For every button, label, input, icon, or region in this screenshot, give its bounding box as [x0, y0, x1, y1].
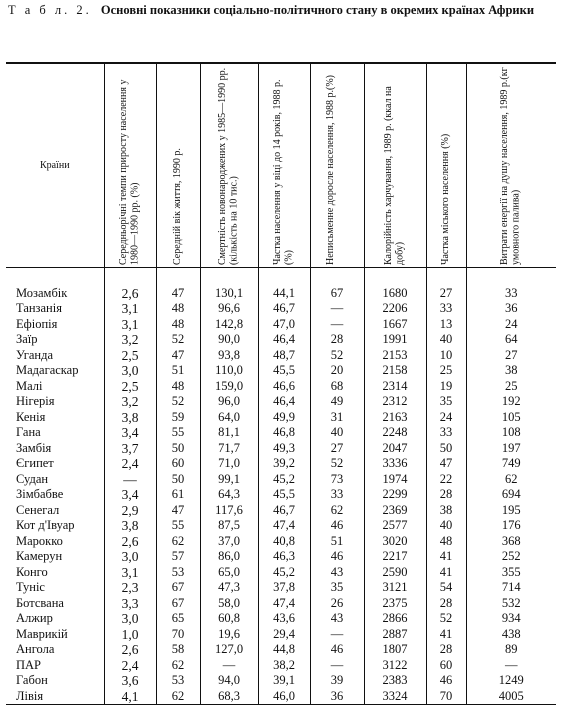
value-cell: 714 [466, 580, 556, 596]
value-cell: 2,6 [104, 267, 156, 301]
value-cell: 49,9 [258, 410, 310, 426]
value-cell: 28 [426, 596, 466, 612]
country-cell: Малі [16, 378, 43, 393]
value-cell: 47,4 [258, 518, 310, 534]
value-cell: 81,1 [200, 425, 258, 441]
value-cell: 1249 [466, 673, 556, 689]
value-cell: 47 [156, 267, 200, 301]
value-cell: — [104, 472, 156, 488]
value-cell: 24 [466, 317, 556, 333]
value-cell: 60 [426, 658, 466, 674]
table-row [6, 503, 556, 519]
value-cell: 67 [310, 267, 364, 301]
value-cell: 59 [156, 410, 200, 426]
value-cell: 62 [156, 658, 200, 674]
value-cell: 2,6 [104, 642, 156, 658]
value-cell: 61 [156, 487, 200, 503]
value-cell: 89 [466, 642, 556, 658]
table-row [6, 410, 556, 426]
country-cell: Ботсвана [16, 595, 64, 610]
value-cell: 27 [310, 441, 364, 457]
value-cell: 53 [156, 673, 200, 689]
value-cell: 67 [156, 596, 200, 612]
table-caption [8, 2, 556, 18]
value-cell: 3,4 [104, 425, 156, 441]
value-cell: 64,0 [200, 410, 258, 426]
country-cell: Єгипет [16, 456, 54, 470]
value-cell: 48,7 [258, 348, 310, 364]
country-cell: Мозамбік [16, 285, 68, 300]
table-row [6, 379, 556, 395]
table-row [6, 487, 556, 503]
value-cell: 37,8 [258, 580, 310, 596]
value-cell: — [310, 627, 364, 643]
value-cell: 142,8 [200, 317, 258, 333]
value-cell: 39,1 [258, 673, 310, 689]
table-row [6, 332, 556, 348]
value-cell: — [310, 317, 364, 333]
value-cell: 24 [426, 410, 466, 426]
value-cell: 38 [426, 503, 466, 519]
value-cell: 71,7 [200, 441, 258, 457]
value-cell: 2312 [364, 394, 426, 410]
value-cell: 3,1 [104, 301, 156, 317]
value-cell: 3,2 [104, 332, 156, 348]
value-cell: 48 [156, 301, 200, 317]
value-cell: 46 [310, 642, 364, 658]
value-cell: 25 [426, 363, 466, 379]
country-cell: Ефіопія [16, 316, 58, 331]
country-cell: Лівія [6, 689, 104, 705]
value-cell: 2248 [364, 425, 426, 441]
value-cell: 46 [310, 549, 364, 565]
value-cell: 46,4 [258, 332, 310, 348]
value-cell: 117,6 [200, 503, 258, 519]
value-cell: 47,4 [258, 596, 310, 612]
table-label: Т а б л. 2. [8, 3, 92, 17]
value-cell: 86,0 [200, 549, 258, 565]
value-cell: 38,2 [258, 658, 310, 674]
country-cell: Танзанія [16, 301, 62, 315]
value-cell: 2217 [364, 549, 426, 565]
value-cell: 52 [156, 394, 200, 410]
value-cell: 2299 [364, 487, 426, 503]
value-cell: 3,7 [104, 441, 156, 457]
value-cell: 46,0 [258, 689, 310, 705]
table-row [6, 317, 556, 333]
table-row [6, 658, 556, 674]
africa-indicators-table [6, 62, 556, 705]
value-cell: 70 [426, 689, 466, 705]
value-cell: 3324 [364, 689, 426, 705]
country-cell: Зімбабве [16, 487, 64, 501]
value-cell: 41 [426, 627, 466, 643]
value-cell: 159,0 [200, 379, 258, 395]
column-header: Середньорічні темпи приросту населення у 1980—1990 рр. (%) [104, 63, 156, 267]
value-cell: 176 [466, 518, 556, 534]
country-cell: Ангола [16, 642, 55, 656]
value-cell: 67 [156, 580, 200, 596]
value-cell: 438 [466, 627, 556, 643]
value-cell: 62 [156, 689, 200, 705]
column-header: Смертність новонароджених у 1985—1990 рр. (кількість на 10 тис.) [200, 63, 258, 267]
value-cell: 1680 [364, 267, 426, 301]
value-cell: 62 [156, 534, 200, 550]
value-cell: 28 [426, 487, 466, 503]
value-cell: 2158 [364, 363, 426, 379]
value-cell: 50 [156, 441, 200, 457]
value-cell: 22 [426, 472, 466, 488]
value-cell: 13 [426, 317, 466, 333]
value-cell: 45,2 [258, 565, 310, 581]
value-cell: 93,8 [200, 348, 258, 364]
value-cell: 3,6 [104, 673, 156, 689]
value-cell: 694 [466, 487, 556, 503]
value-cell: 41 [426, 565, 466, 581]
country-cell: Мадагаскар [16, 363, 79, 377]
value-cell: 3,8 [104, 410, 156, 426]
value-cell: 2590 [364, 565, 426, 581]
table-row [6, 363, 556, 379]
value-cell: 46,8 [258, 425, 310, 441]
value-cell: 94,0 [200, 673, 258, 689]
value-cell: 45,2 [258, 472, 310, 488]
value-cell: 2,4 [104, 456, 156, 472]
column-header: Країни [6, 63, 104, 267]
value-cell: 40 [310, 425, 364, 441]
value-cell: 40 [426, 332, 466, 348]
value-cell: 33 [466, 267, 556, 301]
value-cell: 27 [426, 267, 466, 301]
table-row [6, 394, 556, 410]
country-cell: Сенегал [16, 502, 60, 517]
value-cell: 47,3 [200, 580, 258, 596]
value-cell: 3,1 [104, 317, 156, 333]
country-cell: Заїр [16, 332, 38, 346]
value-cell: 46,6 [258, 379, 310, 395]
value-cell: — [310, 301, 364, 317]
value-cell: 20 [310, 363, 364, 379]
value-cell: 36 [310, 689, 364, 705]
value-cell: 3,3 [104, 596, 156, 612]
table-row [6, 472, 556, 488]
table-row [6, 425, 556, 441]
value-cell: 2047 [364, 441, 426, 457]
table-row [6, 441, 556, 457]
column-header: Частка міського населення (%) [426, 63, 466, 267]
value-cell: 37,0 [200, 534, 258, 550]
value-cell: 195 [466, 503, 556, 519]
country-cell: Замбія [16, 440, 52, 455]
value-cell: 192 [466, 394, 556, 410]
value-cell: — [466, 658, 556, 674]
column-header: Неписьменне доросле населення, 1988 р.(%) [310, 63, 364, 267]
value-cell: 46,7 [258, 301, 310, 317]
value-cell: 46,7 [258, 503, 310, 519]
value-cell: 51 [310, 534, 364, 550]
table-row [6, 611, 556, 627]
table-row [6, 596, 556, 612]
column-header: Витрати енергії на душу населення, 1989 р.(кг умовного палива) [466, 63, 556, 267]
value-cell: 749 [466, 456, 556, 472]
value-cell: — [200, 658, 258, 674]
value-cell: 41 [426, 549, 466, 565]
value-cell: 64 [466, 332, 556, 348]
value-cell: 62 [466, 472, 556, 488]
value-cell: 368 [466, 534, 556, 550]
value-cell: 36 [466, 301, 556, 317]
value-cell: 2866 [364, 611, 426, 627]
value-cell: 532 [466, 596, 556, 612]
table-row [6, 301, 556, 317]
value-cell: 57 [156, 549, 200, 565]
table-row [6, 534, 556, 550]
column-header: Середній вік життя, 1990 р. [156, 63, 200, 267]
value-cell: 2153 [364, 348, 426, 364]
value-cell: 2,3 [104, 580, 156, 596]
value-cell: 28 [426, 642, 466, 658]
value-cell: 33 [426, 301, 466, 317]
value-cell: 52 [310, 456, 364, 472]
value-cell: 55 [156, 518, 200, 534]
value-cell: 47 [156, 348, 200, 364]
value-cell: 64,3 [200, 487, 258, 503]
value-cell: 44,1 [258, 267, 310, 301]
value-cell: 1974 [364, 472, 426, 488]
value-cell: 47 [156, 503, 200, 519]
value-cell: 2577 [364, 518, 426, 534]
value-cell: 46,4 [258, 394, 310, 410]
value-cell: 62 [310, 503, 364, 519]
value-cell: 2375 [364, 596, 426, 612]
value-cell: 58 [156, 642, 200, 658]
value-cell: 39,2 [258, 456, 310, 472]
value-cell: 1,0 [104, 627, 156, 643]
value-cell: 110,0 [200, 363, 258, 379]
table-title: Основні показники соціально-політичного стану в окремих країнах Африки [100, 3, 535, 17]
value-cell: 2887 [364, 627, 426, 643]
value-cell: 19,6 [200, 627, 258, 643]
value-cell: 2369 [364, 503, 426, 519]
value-cell: 70 [156, 627, 200, 643]
value-cell: 1667 [364, 317, 426, 333]
value-cell: 105 [466, 410, 556, 426]
value-cell: 3121 [364, 580, 426, 596]
value-cell: 48 [156, 317, 200, 333]
value-cell: 33 [426, 425, 466, 441]
value-cell: 2,4 [104, 658, 156, 674]
value-cell: 127,0 [200, 642, 258, 658]
value-cell: 49,3 [258, 441, 310, 457]
value-cell: 4005 [466, 689, 556, 705]
table-row [6, 348, 556, 364]
value-cell: 2163 [364, 410, 426, 426]
value-cell: 934 [466, 611, 556, 627]
value-cell: 197 [466, 441, 556, 457]
country-cell: Конго [16, 564, 48, 579]
country-cell: Нігерія [16, 394, 55, 408]
value-cell: 50 [156, 472, 200, 488]
table-row [6, 627, 556, 643]
value-cell: 65 [156, 611, 200, 627]
value-cell: 71,0 [200, 456, 258, 472]
country-cell: Кот д'Івуар [16, 518, 75, 532]
value-cell: 60 [156, 456, 200, 472]
value-cell: 10 [426, 348, 466, 364]
value-cell: 35 [310, 580, 364, 596]
column-header: Частка населення у віці до 14 років, 1988 р.(%) [258, 63, 310, 267]
value-cell: 50 [426, 441, 466, 457]
value-cell: 27 [466, 348, 556, 364]
header-row [6, 63, 556, 267]
country-cell: Уганда [16, 347, 54, 362]
value-cell: 43,6 [258, 611, 310, 627]
value-cell: 3,0 [104, 549, 156, 565]
country-cell: Габон [16, 673, 48, 687]
value-cell: 87,5 [200, 518, 258, 534]
value-cell: 2,6 [104, 534, 156, 550]
value-cell: 40,8 [258, 534, 310, 550]
value-cell: 65,0 [200, 565, 258, 581]
table-row [6, 518, 556, 534]
value-cell: 58,0 [200, 596, 258, 612]
country-cell: Гана [16, 425, 41, 439]
value-cell: 46 [310, 518, 364, 534]
table-row [6, 642, 556, 658]
country-cell: Туніс [16, 580, 45, 594]
value-cell: 3,8 [104, 518, 156, 534]
column-header: Калорійність харчування, 1989 р. (ккал на добу) [364, 63, 426, 267]
value-cell: 25 [466, 379, 556, 395]
value-cell: 99,1 [200, 472, 258, 488]
value-cell: 96,6 [200, 301, 258, 317]
value-cell: 73 [310, 472, 364, 488]
value-cell: 2,5 [104, 348, 156, 364]
table-row [6, 673, 556, 689]
value-cell: 2383 [364, 673, 426, 689]
value-cell: 4,1 [104, 689, 156, 705]
value-cell: 45,5 [258, 363, 310, 379]
country-cell: Маврикій [16, 626, 68, 641]
value-cell: 29,4 [258, 627, 310, 643]
value-cell: 68 [310, 379, 364, 395]
value-cell: 54 [426, 580, 466, 596]
value-cell: 46,3 [258, 549, 310, 565]
value-cell: 43 [310, 565, 364, 581]
country-cell: ПАР [16, 657, 42, 672]
value-cell: 38 [466, 363, 556, 379]
value-cell: 43 [310, 611, 364, 627]
value-cell: 47 [426, 456, 466, 472]
country-cell: Судан [16, 471, 49, 486]
value-cell: 60,8 [200, 611, 258, 627]
value-cell: 252 [466, 549, 556, 565]
value-cell: 130,1 [200, 267, 258, 301]
value-cell: 31 [310, 410, 364, 426]
table-row [6, 565, 556, 581]
table-row [6, 549, 556, 565]
value-cell: 2314 [364, 379, 426, 395]
table-row [6, 456, 556, 472]
value-cell: 90,0 [200, 332, 258, 348]
value-cell: 3020 [364, 534, 426, 550]
country-cell: Алжир [16, 611, 53, 625]
value-cell: 355 [466, 565, 556, 581]
value-cell: 19 [426, 379, 466, 395]
value-cell: 3,1 [104, 565, 156, 581]
value-cell: 28 [310, 332, 364, 348]
country-cell: Камерун [16, 549, 63, 563]
value-cell: 3122 [364, 658, 426, 674]
value-cell: 44,8 [258, 642, 310, 658]
value-cell: 48 [156, 379, 200, 395]
value-cell: 2,5 [104, 379, 156, 395]
value-cell: 96,0 [200, 394, 258, 410]
value-cell: 33 [310, 487, 364, 503]
value-cell: 51 [156, 363, 200, 379]
value-cell: 3,2 [104, 394, 156, 410]
value-cell: 48 [426, 534, 466, 550]
value-cell: 3,0 [104, 363, 156, 379]
value-cell: 45,5 [258, 487, 310, 503]
value-cell: 55 [156, 425, 200, 441]
value-cell: 1807 [364, 642, 426, 658]
value-cell: 2,9 [104, 503, 156, 519]
value-cell: 52 [156, 332, 200, 348]
table-row [6, 689, 556, 705]
value-cell: 2206 [364, 301, 426, 317]
value-cell: 108 [466, 425, 556, 441]
country-cell: Марокко [16, 533, 63, 548]
value-cell: 52 [310, 348, 364, 364]
value-cell: 1991 [364, 332, 426, 348]
value-cell: 47,0 [258, 317, 310, 333]
value-cell: 3,0 [104, 611, 156, 627]
value-cell: 52 [426, 611, 466, 627]
value-cell: 46 [426, 673, 466, 689]
value-cell: — [310, 658, 364, 674]
value-cell: 3,4 [104, 487, 156, 503]
country-cell: Кенія [16, 409, 46, 424]
value-cell: 26 [310, 596, 364, 612]
value-cell: 39 [310, 673, 364, 689]
table-row [6, 267, 556, 301]
value-cell: 49 [310, 394, 364, 410]
value-cell: 35 [426, 394, 466, 410]
value-cell: 40 [426, 518, 466, 534]
value-cell: 3336 [364, 456, 426, 472]
value-cell: 53 [156, 565, 200, 581]
table-row [6, 580, 556, 596]
value-cell: 68,3 [200, 689, 258, 705]
